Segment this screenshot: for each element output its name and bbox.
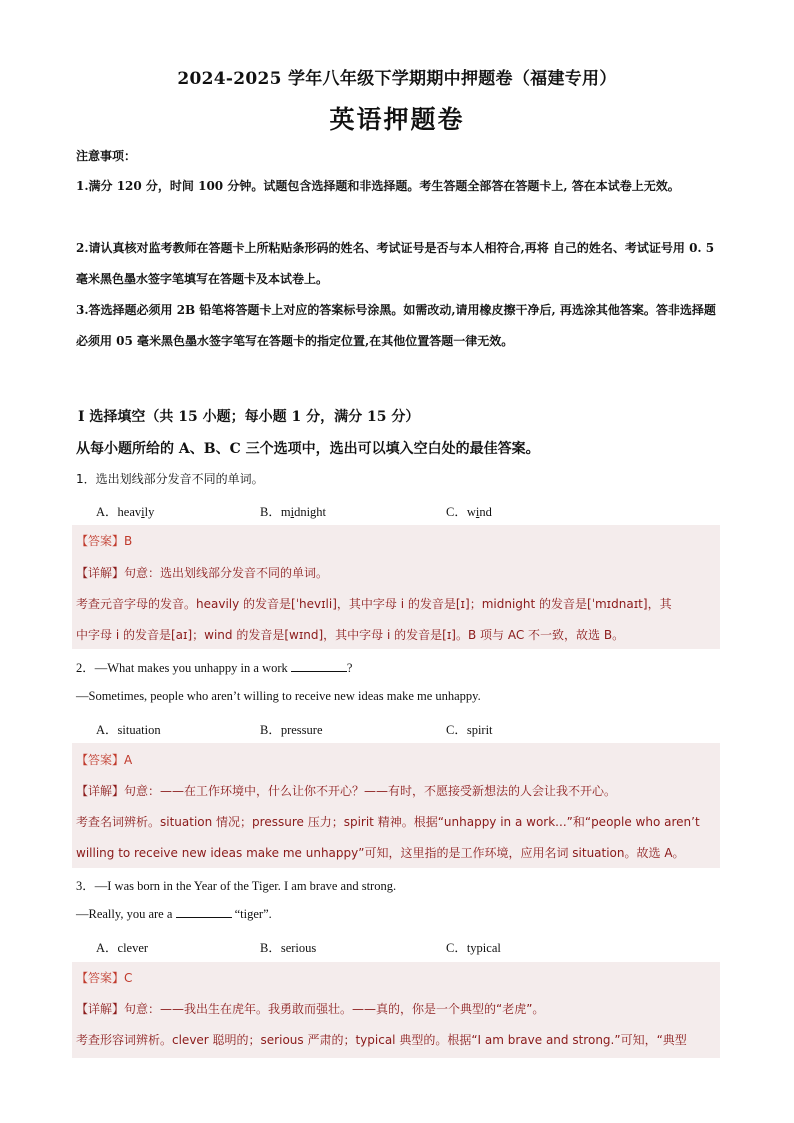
question-2-line-2: —Sometimes, people who aren’t willing to receive new ideas make me unhappy. [76, 689, 481, 703]
question-3-detail: 【详解】句意：——我出生在虎年。我勇敢而强壮。——真的，你是一个典型的“老虎”。 [76, 1002, 545, 1016]
question-1-explanation-line-2: 中字母 i 的发音是[aɪ]；wind 的发音是[wɪnd]，其中字母 i 的发音是[ɪ]。B 项与 AC 不一致，故选 B。 [76, 628, 625, 642]
notes-item-2: 2.请认真核对监考教师在答题卡上所粘贴条形码的姓名、考试证号是否与本人相符合,再将 自己的姓名、考试证号用 0. 5 毫米黑色墨水签字笔填写在答题卡及本试卷上。 [76, 241, 715, 286]
question-3-option-b: B．serious [260, 941, 317, 955]
question-2-detail: 【详解】句意：——在工作环境中，什么让你不开心？——有时，不愿接受新想法的人会让我不开心。 [76, 784, 617, 798]
exam-subtitle: 英语押题卷 [329, 105, 465, 134]
question-3-option-c: C．typical [446, 941, 501, 955]
question-2-answer: 【答案】A [76, 753, 133, 767]
question-1-answer: 【答案】B [76, 534, 133, 548]
question-1-stem: 1．选出划线部分发音不同的单词。 [76, 472, 264, 486]
section-instruction: 从每小题所给的 A、B、C 三个选项中，选出可以填入空白处的最佳答案。 [76, 441, 540, 457]
question-2-explanation-line-1: 考查名词辨析。situation 情况；pressure 压力；spirit 精神。根据“unhappy in a work...”和“people who aren’t [76, 815, 700, 829]
question-1-detail: 【详解】句意：选出划线部分发音不同的单词。 [76, 566, 329, 580]
notes-item-3: 3.答选择题必须用 2B 铅笔将答题卡上对应的答案标号涂黑。如需改动,请用橡皮擦干净后, 再选涂其他答案。答非选择题必须用 05 毫米黑色墨水签字笔写在答题卡的指定位置,在其他位置答题一律无效。 [76, 303, 716, 348]
question-2-explanation-line-2: willing to receive new ideas make me unhappy”可知，这里指的是工作环境，应用名词 situation。故选 A。 [76, 846, 685, 860]
question-3-answer: 【答案】C [76, 971, 133, 985]
answer-blank [291, 661, 347, 672]
notes-item-1: 1.满分 120 分，时间 100 分钟。试题包含选择题和非选择题。考生答题全部答在答题卡上, 答在本试卷上无效。 [76, 179, 680, 193]
question-1-option-c: C．wind [446, 505, 492, 519]
question-3-explanation-line-1: 考查形容词辨析。clever 聪明的；serious 严肃的；typical 典型的。根据“I am brave and strong.”可知，“典型 [76, 1033, 687, 1047]
question-2-option-c: C．spirit [446, 723, 493, 737]
question-2-option-b: B．pressure [260, 723, 323, 737]
answer-blank [176, 907, 232, 918]
question-3-option-a: A．clever [96, 941, 149, 955]
question-3-line-2: —Really, you are a “tiger”. [76, 907, 272, 921]
question-1-option-a: A．heavily [96, 505, 155, 519]
question-2-stem: 2．—What makes you unhappy in a work ? [76, 661, 353, 675]
question-3-stem: 3．—I was born in the Year of the Tiger. I am brave and strong. [76, 879, 397, 893]
section-heading: Ⅰ 选择填空（共 15 小题；每小题 1 分，满分 15 分） [78, 409, 420, 425]
question-1-explanation-line-1: 考查元音字母的发音。heavily 的发音是[ˈhevɪli]，其中字母 i 的发音是[ɪ]；midnight 的发音是[ˈmɪdnaɪt]，其 [76, 597, 672, 611]
notes-heading: 注意事项： [76, 149, 137, 163]
exam-title: 2024-2025 学年八年级下学期期中押题卷（福建专用） [177, 69, 617, 89]
question-2-option-a: A．situation [96, 723, 161, 737]
question-1-option-b: B．midnight [260, 505, 327, 519]
